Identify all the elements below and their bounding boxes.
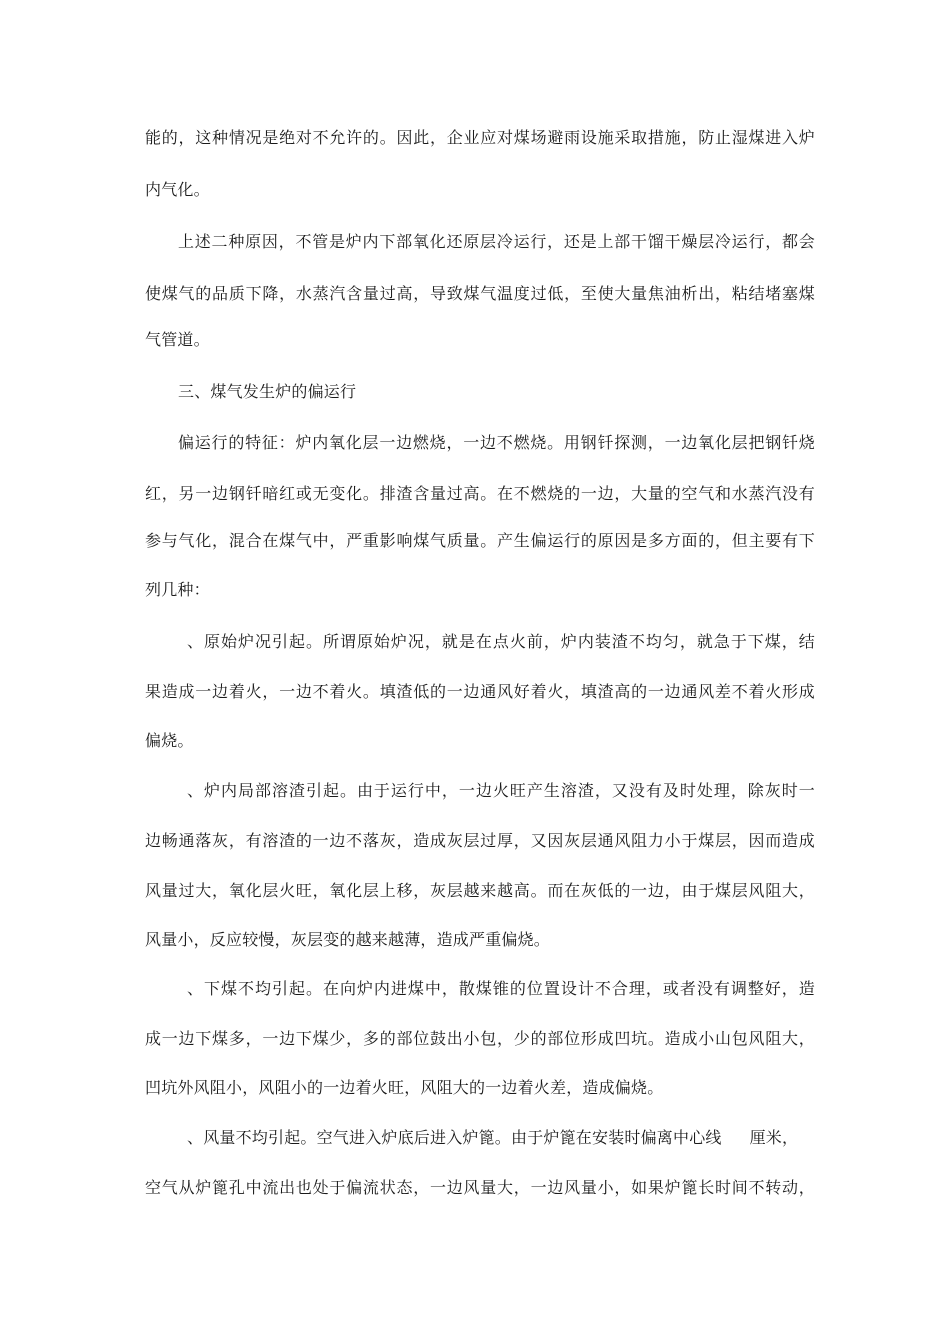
text-segment: 厘米， [749,1128,799,1147]
text-line: 、下煤不均引起。在向炉内进煤中，散煤锥的位置设计不合理，或者没有调整好，造 [187,979,815,998]
text-line: 风量过大，氧化层火旺，氧化层上移，灰层越来越高。而在灰低的一边，由于煤层风阻大， [145,881,815,900]
text-line: 能的，这种情况是绝对不允许的。因此，企业应对煤场避雨设施采取措施，防止湿煤进入炉 [145,128,815,147]
section-heading: 三、煤气发生炉的偏运行 [178,382,357,401]
text-line [187,1128,815,1148]
text-line: 偏运行的特征：炉内氧化层一边燃烧，一边不燃烧。用钢钎探测，一边氧化层把钢钎烧 [178,433,815,452]
text-line: 列几种： [145,580,210,599]
text-line: 红，另一边钢钎暗红或无变化。排渣含量过高。在不燃烧的一边，大量的空气和水蒸汽没有 [145,484,815,503]
text-line: 果造成一边着火，一边不着火。填渣低的一边通风好着火，填渣高的一边通风差不着火形成 [145,682,815,701]
text-line: 成一边下煤多，一边下煤少，多的部位鼓出小包，少的部位形成凹坑。造成小山包风阻大， [145,1029,815,1048]
text-line: 凹坑外风阻小，风阻小的一边着火旺，风阻大的一边着火差，造成偏烧。 [145,1078,664,1097]
text-line: 、炉内局部溶渣引起。由于运行中，一边火旺产生溶渣，又没有及时处理，除灰时一 [187,781,815,800]
text-segment: 、风量不均引起。空气进入炉底后进入炉篦。由于炉篦在安装时偏离中心线 [187,1128,722,1147]
text-line: 边畅通落灰，有溶渣的一边不落灰，造成灰层过厚，又因灰层通风阻力小于煤层，因而造成 [145,831,815,850]
text-line: 风量小，反应较慢，灰层变的越来越薄，造成严重偏烧。 [145,930,551,949]
text-line: 、原始炉况引起。所谓原始炉况，就是在点火前，炉内装渣不均匀，就急于下煤，结 [187,632,815,651]
text-line: 上述二种原因，不管是炉内下部氧化还原层冷运行，还是上部干馏干燥层冷运行，都会 [178,232,815,251]
text-line: 参与气化，混合在煤气中，严重影响煤气质量。产生偏运行的原因是多方面的，但主要有下 [145,531,815,550]
text-line: 使煤气的品质下降，水蒸汽含量过高，导致煤气温度过低，至使大量焦油析出，粘结堵塞煤 [145,284,815,303]
text-line: 气管道。 [145,330,210,349]
text-line: 偏烧。 [145,731,194,750]
text-line: 内气化。 [145,180,210,199]
text-line: 空气从炉篦孔中流出也处于偏流状态，一边风量大，一边风量小，如果炉篦长时间不转动， [145,1178,815,1197]
